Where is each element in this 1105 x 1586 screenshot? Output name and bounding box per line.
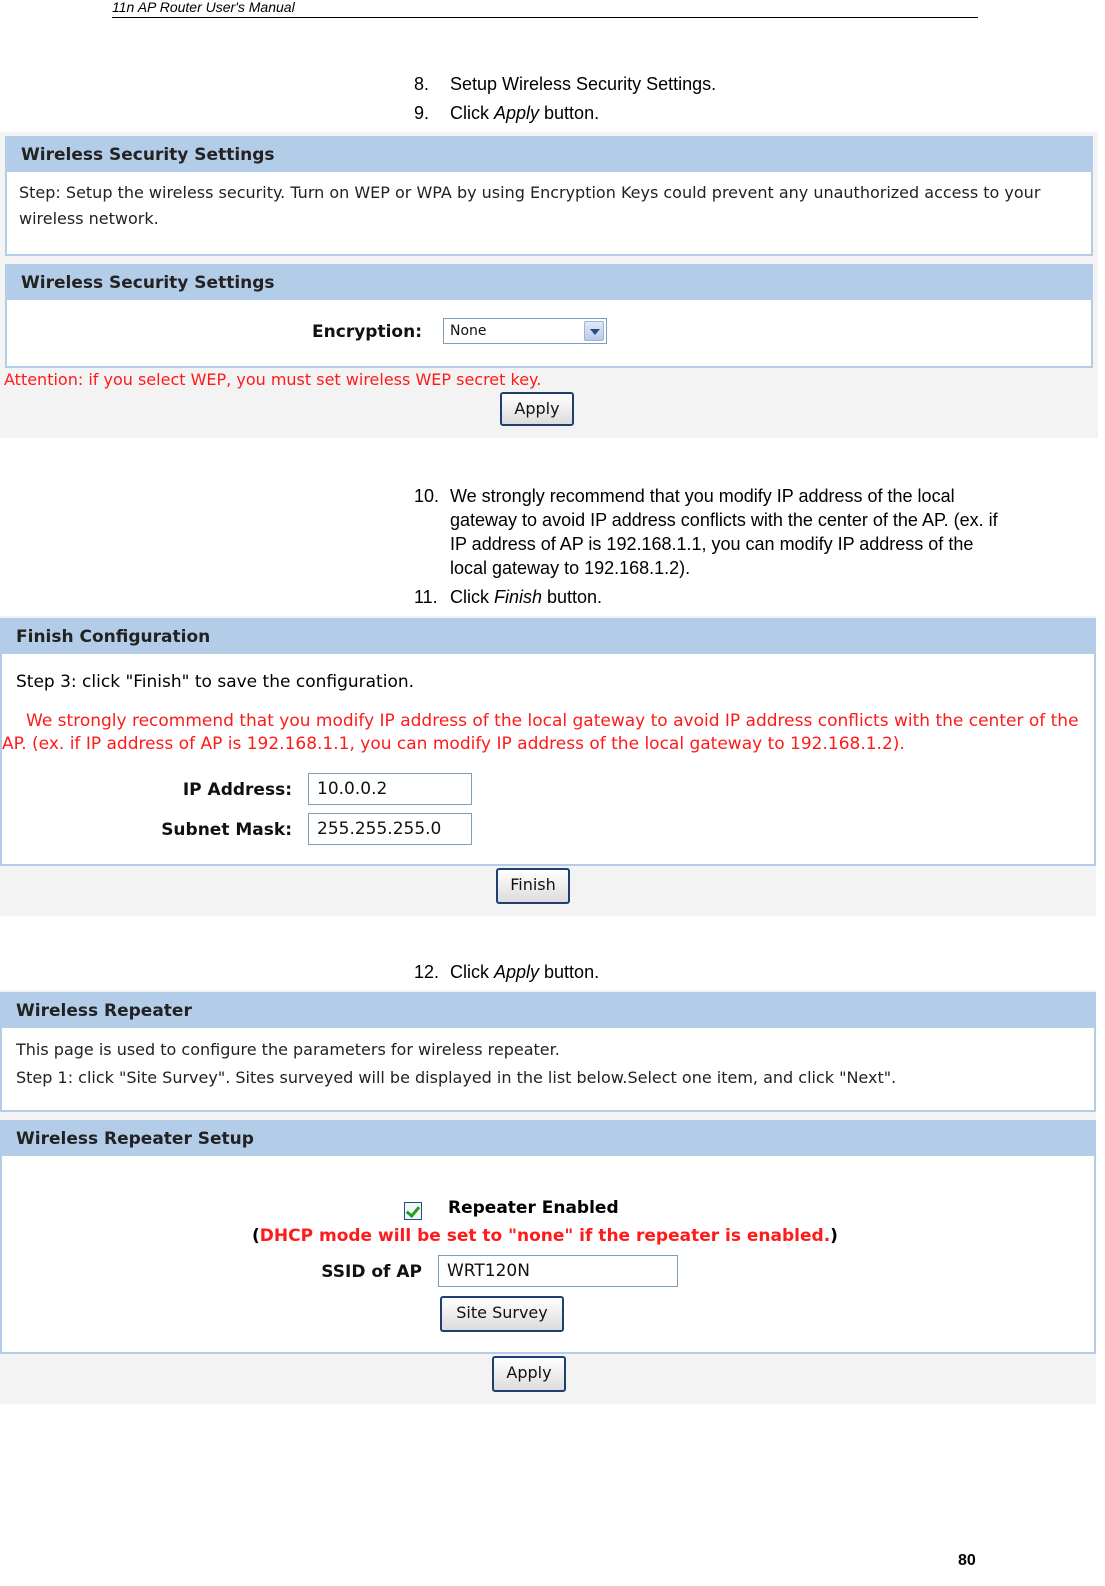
note-paren: ( [252,1226,260,1246]
wireless-repeater-panel [0,990,1096,1404]
page-header [112,0,978,18]
step-text-pre: Click [450,962,494,982]
finish-warning-text: We strongly recommend that you modify IP address of the local gateway to avoid IP address conflicts with the center of the AP. (ex. if IP address of AP is 192.168.1.1, you can modify IP address of the local gateway to 192.168.1.2). [2,711,1079,754]
finish-configuration-panel [0,616,1096,916]
finish-box [0,618,1096,866]
step-text-post: button. [542,587,603,607]
repeater-enabled-checkbox[interactable] [404,1202,422,1220]
finish-button[interactable]: Finish [496,868,570,904]
section-title: Wireless Security Settings [7,138,1091,172]
step-text: Setup Wireless Security Settings. [450,74,717,94]
apply-button[interactable]: Apply [500,392,574,426]
dhcp-note-text: DHCP mode will be set to "none" if the repeater is enabled. [259,1226,831,1246]
section-description [2,1028,1094,1100]
chevron-down-icon[interactable] [584,321,604,341]
step-text-pre: Click [450,587,494,607]
description-line: This page is used to configure the parameters for wireless repeater. [16,1040,560,1059]
repeater-setup-box [0,1120,1096,1354]
section-title: Wireless Repeater Setup [2,1122,1094,1156]
encryption-select[interactable] [443,318,607,344]
repeater-enabled-label: Repeater Enabled [448,1198,619,1218]
step-text-emphasis: Finish [494,587,543,607]
note-paren: ) [830,1226,838,1246]
security-intro-box [5,136,1093,256]
repeater-intro-box [0,992,1096,1112]
step-text [450,585,602,609]
section-title: Wireless Repeater [2,994,1094,1028]
section-title: Finish Configuration [2,620,1094,654]
step-text [450,960,599,984]
step-text-post: button. [539,962,600,982]
subnet-mask-label: Subnet Mask: [161,820,292,840]
description-line: Step 1: click "Site Survey". Sites surveyed will be displayed in the list below.Select one item, and click "Next". [16,1068,897,1087]
page-number: 80 [958,1552,976,1569]
ssid-field[interactable]: WRT120N [438,1255,678,1287]
wireless-security-panel [0,132,1098,438]
step-text-post: button. [539,103,600,123]
ip-address-field[interactable]: 10.0.0.2 [308,773,472,805]
dhcp-note [252,1226,838,1246]
step-text: We strongly recommend that you modify IP address of the local gateway to avoid IP address conflicts with the center of the AP. (ex. if IP address of AP is 192.168.1.1, you can modify IP address of the local gateway to 192.168.1.2). [450,486,998,578]
manual-title: 11n AP Router User's Manual [112,0,295,15]
step-number: 11. [414,587,438,607]
security-settings-box [5,264,1093,368]
attention-text: Attention: if you select WEP, you must set wireless WEP secret key. [4,370,542,389]
site-survey-button[interactable]: Site Survey [440,1296,564,1332]
subnet-mask-field[interactable]: 255.255.255.0 [308,813,472,845]
step-text [450,101,599,125]
section-title: Wireless Security Settings [7,266,1091,300]
apply-button[interactable]: Apply [492,1356,566,1392]
step-number: 8. [414,74,430,94]
step-text-pre: Click [450,103,494,123]
ip-address-label: IP Address: [182,780,292,800]
step-text-emphasis: Apply [494,962,540,982]
step-number: 10. [414,486,440,506]
encryption-label: Encryption: [312,322,422,342]
encryption-value: None [450,323,487,339]
finish-step-text: Step 3: click "Finish" to save the configuration. [16,672,415,692]
step-text-emphasis: Apply [494,103,540,123]
step-number: 9. [414,103,430,123]
ssid-label: SSID of AP [321,1262,422,1282]
step-number: 12. [414,962,440,982]
section-description: Step: Setup the wireless security. Turn on WEP or WPA by using Encryption Keys could prevent any unauthorized access to your wireless network. [19,183,1041,228]
